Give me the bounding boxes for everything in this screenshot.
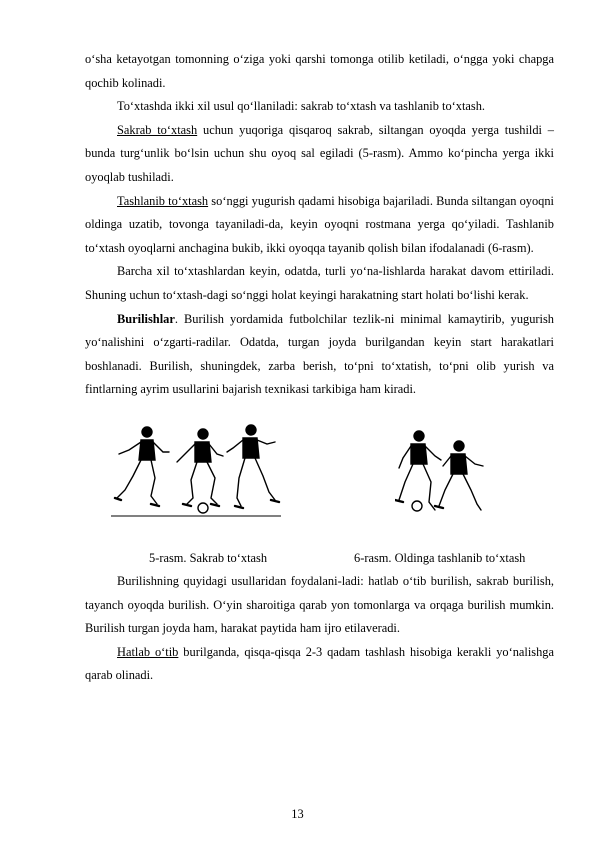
figure-5-caption: 5-rasm. Sakrab to‘xtash — [149, 550, 268, 565]
paragraph-6 — [85, 308, 554, 402]
paragraph-1: o‘sha ketayotgan tomonning o‘ziga yoki qarshi tomonga otilib ketiladi, o‘ngga yoki chapga qochib kolinadi. — [85, 52, 554, 90]
page-number: 13 — [291, 807, 304, 821]
paragraph-5: Barcha xil to‘xtashlardan keyin, odatda, turli yo‘na-lishlarda harakat davom ettiriladi. Shuning uchun to‘xtash-dagi so‘nggi holat keyingi harakatning start holati bo‘lishi kerak. — [85, 264, 554, 302]
figure-6-caption: 6-rasm. Oldinga tashlanib to‘xtash — [354, 550, 526, 565]
paragraph-4-text: so‘nggi yugurish qadami hisobiga bajariladi. Bunda siltangan oyoqni oldinga uzatib, tovonga tayaniladi-da, keyin oyoqni rostmana yerga qo‘yiladi. Tashlanib to‘xtash oyoqlarni anchagina bukib, ikki oyoqqa tayanib qolish bilan ifodalanadi (6-rasm). — [85, 193, 554, 255]
paragraph-7: Burilishning quyidagi usullaridan foydalani-ladi: hatlab o‘tib burilish, sakrab burilish, tayanch oyoqda burilish. O‘yin sharoitiga qarab yon tomonlarga va orqaga burilish mumkin. Burilish turgan joyda ham, harakat paytida ham ijro etilaveradi. — [85, 573, 554, 636]
paragraph-3 — [85, 119, 554, 190]
term-hatlab: Hatlab o‘tib — [117, 644, 179, 659]
paragraph-3-text: uchun yuqoriga qisqaroq sakrab, siltangan oyoqda yerga tushildi – bunda turg‘unlik bo‘lsin uchun shu oyoq sal egiladi (5-rasm). Ammo ko‘pincha yerga ikki oyoqlab tushiladi. — [85, 122, 554, 184]
paragraph-4 — [85, 190, 554, 261]
term-sakrab: Sakrab to‘xtash — [117, 122, 198, 137]
paragraph-8-text: burilganda, qisqa-qisqa 2-3 qadam tashlash hisobiga kerakli yo‘nalishga qarab olinadi. — [85, 644, 555, 683]
figure-6-image — [395, 426, 487, 516]
paragraph-2: To‘xtashda ikki xil usul qo‘llaniladi: sakrab to‘xtash va tashlanib to‘xtash. — [117, 99, 486, 114]
figure-captions — [85, 546, 554, 570]
football-players-lunge-drawing — [395, 426, 487, 516]
figure-5-image — [111, 422, 281, 518]
term-tashlanib: Tashlanib to‘xtash — [117, 193, 209, 208]
page-content — [85, 48, 554, 688]
paragraph-8 — [85, 641, 554, 688]
term-burilishlar: Burilishlar — [117, 311, 175, 326]
paragraph-6-text: . Burilish yordamida futbolchilar tezlik-ni minimal kamaytirib, yugurish yo‘nalishini o‘zgarti-radilar. Odatda, turgan joyda burilgandan keyin start harakatlari boshlanadi. Burilish, shuningdek, zarba berish, to‘pni to‘xtatish, to‘pni olib yurish va fintlarning ayrim usullarini bajarish texnikasi tarkibiga ham kiradi. — [85, 311, 554, 397]
football-players-drawing — [111, 422, 281, 518]
figures-row — [85, 422, 554, 546]
